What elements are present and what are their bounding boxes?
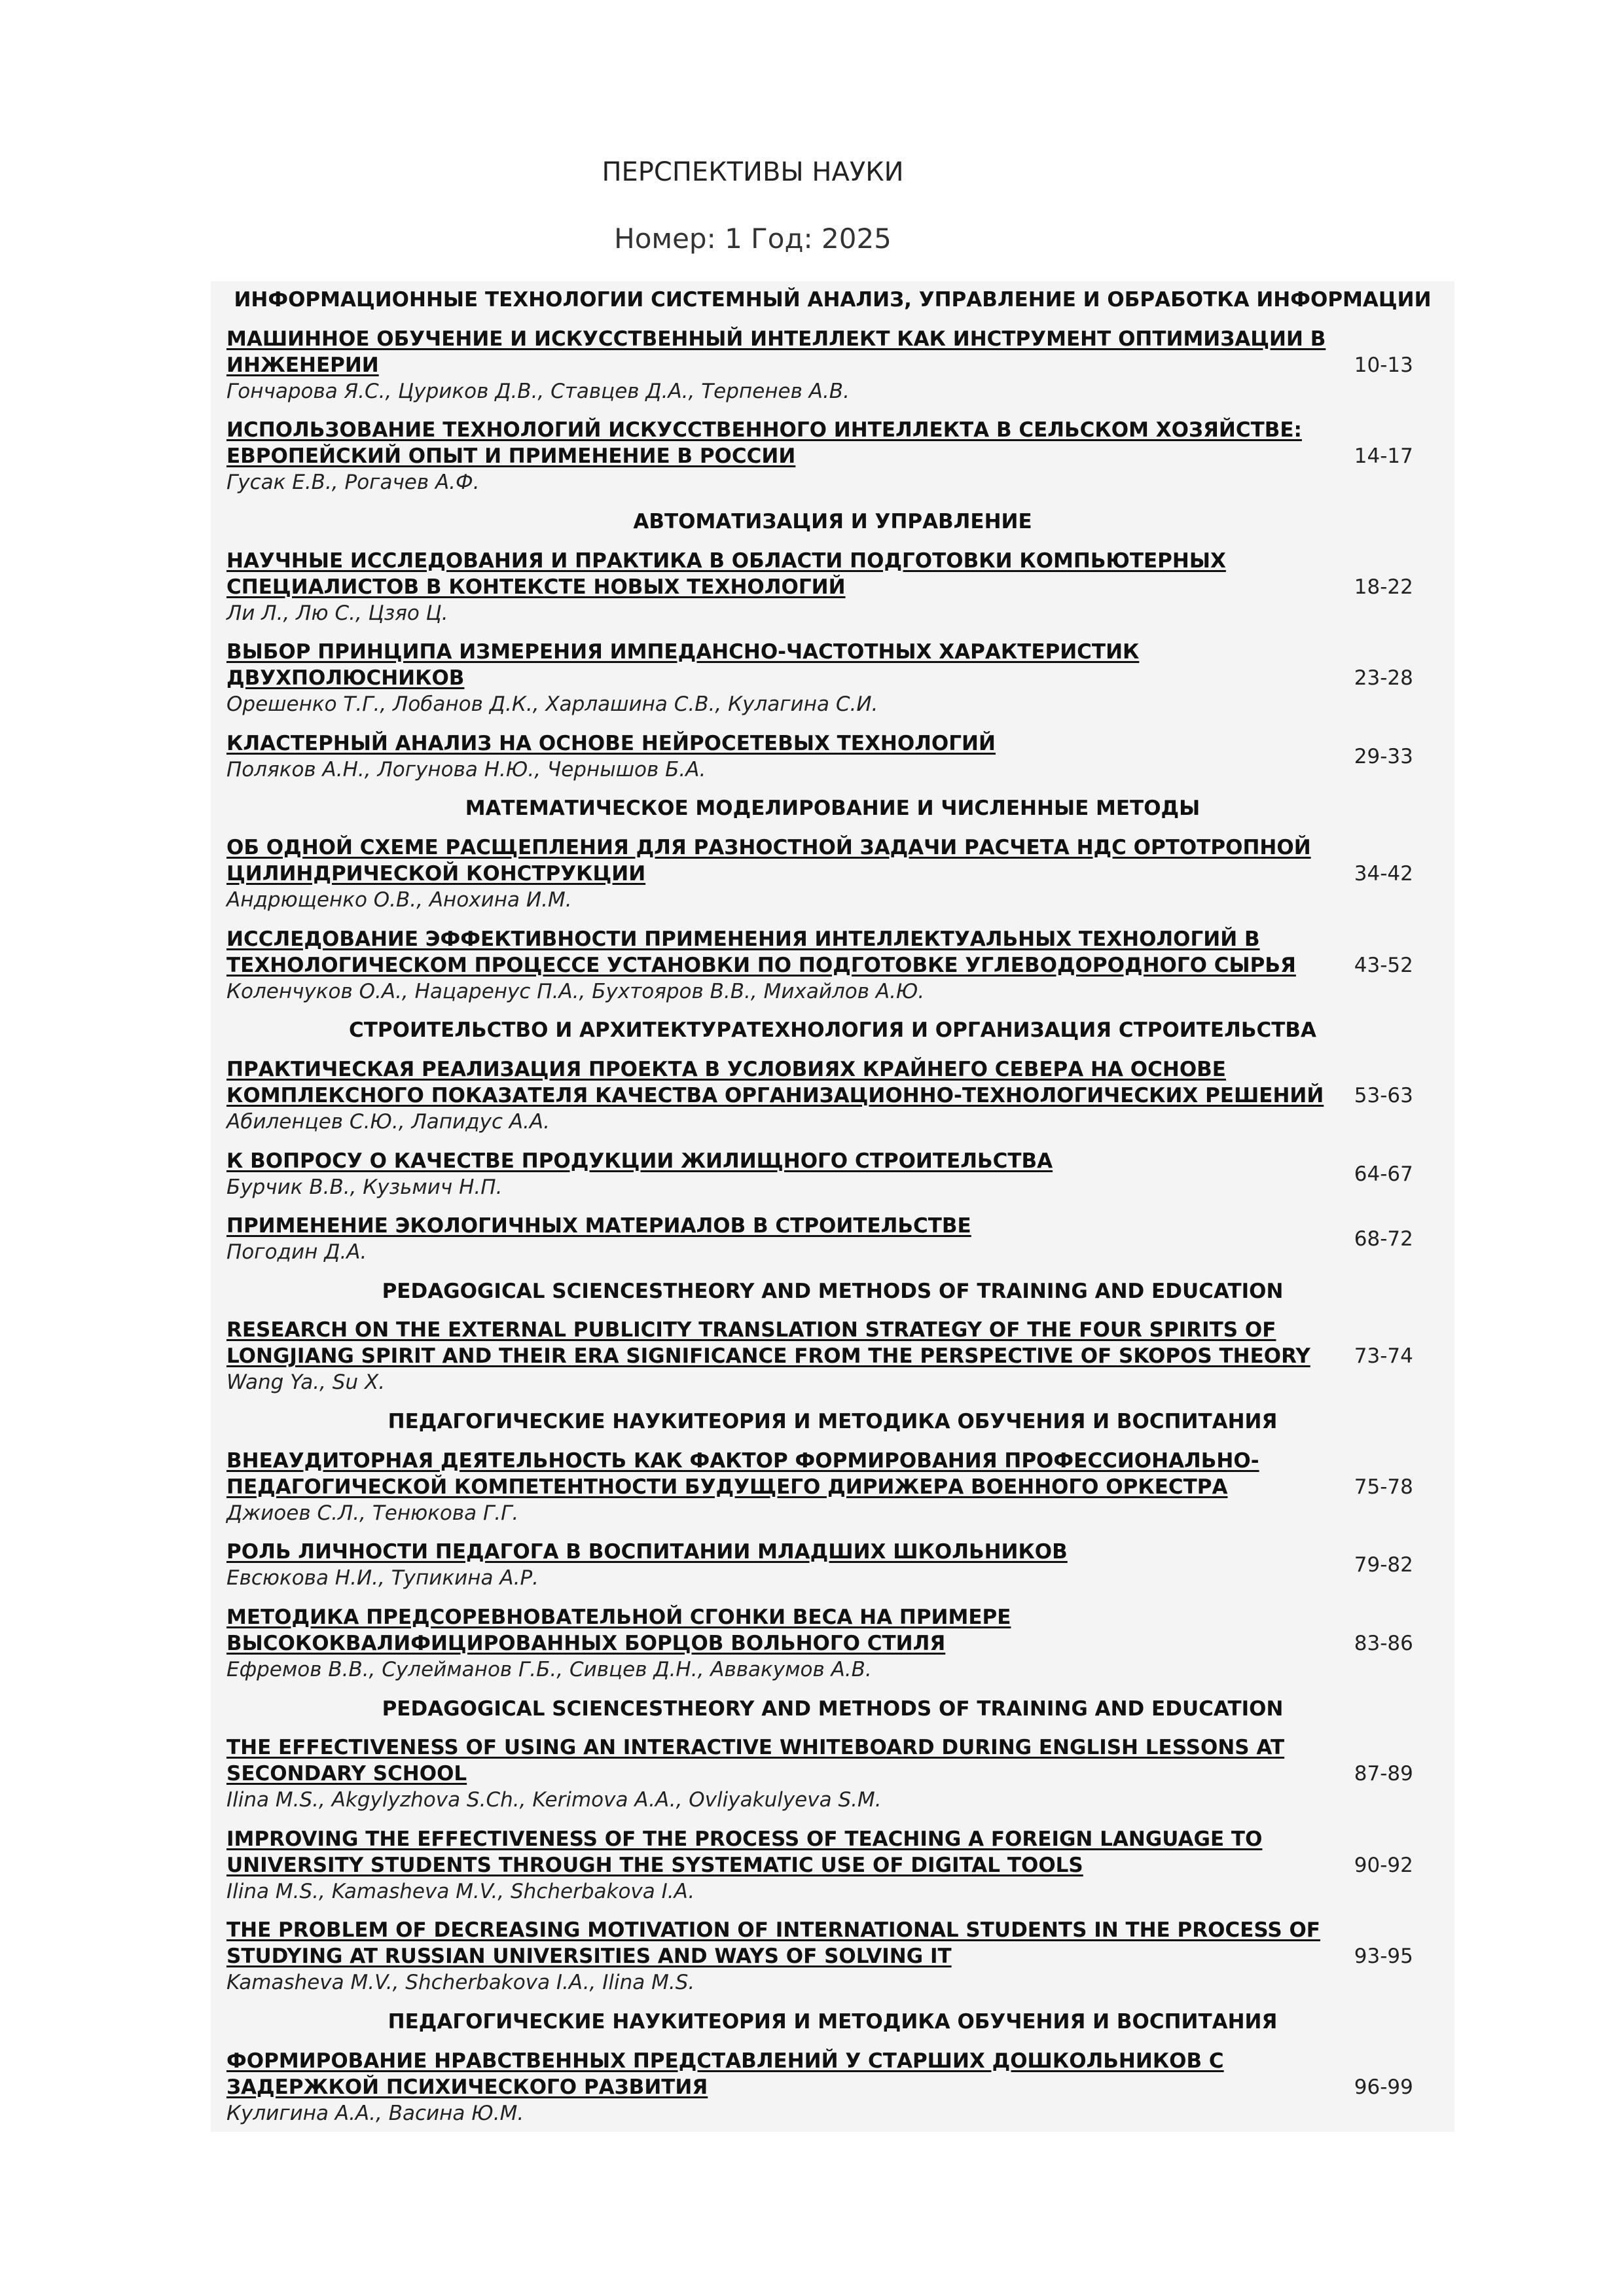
article-entry (211, 926, 1454, 1005)
section-heading: PEDAGOGICAL SCIENCESTHEORY AND METHODS OF TRAINING AND EDUCATION (382, 1696, 1284, 1721)
article-authors: Поляков А.Н., Логунова Н.Ю., Чернышов Б.А. (226, 757, 706, 781)
article-title-link[interactable]: К ВОПРОСУ О КАЧЕСТВЕ ПРОДУКЦИИ ЖИЛИЩНОГО СТРОИТЕЛЬСТВА (226, 1149, 1053, 1173)
article-title-link[interactable]: ФОРМИРОВАНИЕ НРАВСТВЕННЫХ ПРЕДСТАВЛЕНИЙ У СТАРШИХ ДОШКОЛЬНИКОВ С ЗАДЕРЖКОЙ ПСИХИЧЕСКОГО РАЗВИТИЯ (226, 2049, 1224, 2099)
article-body (226, 1317, 1329, 1395)
article-title-link[interactable]: ПРАКТИЧЕСКАЯ РЕАЛИЗАЦИЯ ПРОЕКТА В УСЛОВИЯХ КРАЙНЕГО СЕВЕРА НА ОСНОВЕ КОМПЛЕКСНОГО ПОКАЗАТЕЛЯ КАЧЕСТВА ОРГАНИЗАЦИОННО-ТЕХНОЛОГИЧЕСКИХ РЕШЕНИЙ (226, 1057, 1324, 1107)
article-authors: Погодин Д.А. (226, 1240, 367, 1265)
article-authors: Ефремов В.В., Сулейманов Г.Б., Сивцев Д.Н., Аввакумов А.В. (226, 1657, 872, 1681)
section-heading: ИНФОРМАЦИОННЫЕ ТЕХНОЛОГИИ СИСТЕМНЫЙ АНАЛИЗ, УПРАВЛЕНИЕ И ОБРАБОТКА ИНФОРМАЦИИ (234, 288, 1432, 312)
article-authors: Гусак Е.В., Рогачев А.Ф. (226, 471, 480, 495)
article-entry (211, 1604, 1454, 1683)
article-authors: Евсюкова Н.И., Тупикина А.Р. (226, 1566, 539, 1590)
article-entry (211, 548, 1454, 626)
article-pages: 90-92 (1354, 1853, 1413, 1877)
article-pages: 34-42 (1354, 862, 1413, 886)
article-body (226, 548, 1329, 626)
article-entry (211, 1317, 1454, 1395)
article-entry (211, 834, 1454, 913)
article-entry (211, 1148, 1454, 1200)
article-pages: 53-63 (1354, 1083, 1413, 1107)
article-title-link[interactable]: МАШИННОЕ ОБУЧЕНИЕ И ИСКУССТВЕННЫЙ ИНТЕЛЛЕКТ КАК ИНСТРУМЕНТ ОПТИМИЗАЦИИ В ИНЖЕНЕРИИ (226, 327, 1326, 377)
issue-line: Номер: 1 Год: 2025 (614, 223, 892, 255)
article-title-link[interactable]: ВЫБОР ПРИНЦИПА ИЗМЕРЕНИЯ ИМПЕДАНСНО-ЧАСТОТНЫХ ХАРАКТЕРИСТИК ДВУХПОЛЮСНИКОВ (226, 640, 1140, 691)
article-body (226, 1056, 1329, 1135)
article-pages: 75-78 (1354, 1475, 1413, 1499)
article-title-link[interactable]: ИССЛЕДОВАНИЕ ЭФФЕКТИВНОСТИ ПРИМЕНЕНИЯ ИНТЕЛЛЕКТУАЛЬНЫХ ТЕХНОЛОГИЙ В ТЕХНОЛОГИЧЕСКОМ ПРОЦЕССЕ УСТАНОВКИ ПО ПОДГОТОВКЕ УГЛЕВОДОРОДНОГО СЫРЬЯ (226, 927, 1296, 977)
article-authors: Кулигина А.А., Васина Ю.М. (226, 2101, 524, 2125)
article-pages: 64-67 (1354, 1162, 1413, 1186)
article-pages: 18-22 (1354, 575, 1413, 599)
article-title-link[interactable]: ПРИМЕНЕНИЕ ЭКОЛОГИЧНЫХ МАТЕРИАЛОВ В СТРОИТЕЛЬСТВЕ (226, 1214, 971, 1238)
article-authors: Абиленцев С.Ю., Лапидус А.А. (226, 1109, 550, 1134)
article-body (226, 1604, 1329, 1683)
section-heading: АВТОМАТИЗАЦИЯ И УПРАВЛЕНИЕ (633, 509, 1032, 533)
article-title-link[interactable]: ВНЕАУДИТОРНАЯ ДЕЯТЕЛЬНОСТЬ КАК ФАКТОР ФОРМИРОВАНИЯ ПРОФЕССИОНАЛЬНО-ПЕДАГОГИЧЕСКОЙ КОМПЕТЕНТНОСТИ БУДУЩЕГО ДИРИЖЕРА ВОЕННОГО ОРКЕСТРА (226, 1448, 1259, 1499)
article-authors: Wang Ya., Su X. (226, 1371, 386, 1395)
article-body (226, 326, 1329, 404)
article-entry (211, 1448, 1454, 1526)
section-heading: СТРОИТЕЛЬСТВО И АРХИТЕКТУРАТЕХНОЛОГИЯ И ОРГАНИЗАЦИЯ СТРОИТЕЛЬСТВА (349, 1018, 1316, 1043)
article-body (226, 834, 1329, 913)
article-body (226, 1148, 1329, 1200)
article-pages: 93-95 (1354, 1945, 1413, 1969)
article-body (226, 730, 1329, 783)
article-title-link[interactable]: THE PROBLEM OF DECREASING MOTIVATION OF INTERNATIONAL STUDENTS IN THE PROCESS OF STUDYING AT RUSSIAN UNIVERSITIES AND WAYS OF SOLVING IT (226, 1918, 1320, 1969)
article-authors: Коленчуков О.А., Нацаренус П.А., Бухтояров В.В., Михайлов А.Ю. (226, 979, 925, 1003)
article-title-link[interactable]: ИСПОЛЬЗОВАНИЕ ТЕХНОЛОГИЙ ИСКУССТВЕННОГО ИНТЕЛЛЕКТА В СЕЛЬСКОМ ХОЗЯЙСТВЕ: ЕВРОПЕЙСКИЙ ОПЫТ И ПРИМЕНЕНИЕ В РОССИИ (226, 418, 1302, 469)
section-heading: ПЕДАГОГИЧЕСКИЕ НАУКИТЕОРИЯ И МЕТОДИКА ОБУЧЕНИЯ И ВОСПИТАНИЯ (388, 2010, 1278, 2034)
article-title-link[interactable]: RESEARCH ON THE EXTERNAL PUBLICITY TRANSLATION STRATEGY OF THE FOUR SPIRITS OF LONGJIANG SPIRIT AND THEIR ERA SIGNIFICANCE FROM THE PERSPECTIVE OF SKOPOS THEORY (226, 1318, 1310, 1369)
article-entry (211, 1539, 1454, 1591)
article-entry (211, 1826, 1454, 1905)
article-title-link[interactable]: КЛАСТЕРНЫЙ АНАЛИЗ НА ОСНОВЕ НЕЙРОСЕТЕВЫХ ТЕХНОЛОГИЙ (226, 731, 996, 755)
article-authors: Ли Л., Лю С., Цзяо Ц. (226, 601, 448, 625)
article-authors: Kamasheva M.V., Shcherbakova I.A., Ilina M.S. (226, 1971, 695, 1995)
article-body (226, 1448, 1329, 1526)
article-body (226, 1917, 1329, 1996)
article-body (226, 1826, 1329, 1905)
article-pages: 23-28 (1354, 666, 1413, 691)
article-body (226, 1213, 1329, 1265)
article-body (226, 2048, 1329, 2126)
article-pages: 68-72 (1354, 1227, 1413, 1251)
article-authors: Гончарова Я.С., Цуриков Д.В., Ставцев Д.А., Терпенев А.В. (226, 379, 850, 403)
article-title-link[interactable]: ОБ ОДНОЙ СХЕМЕ РАСЩЕПЛЕНИЯ ДЛЯ РАЗНОСТНОЙ ЗАДАЧИ РАСЧЕТА НДС ОРТОТРОПНОЙ ЦИЛИНДРИЧЕСКОЙ КОНСТРУКЦИИ (226, 836, 1311, 886)
article-body (226, 1734, 1329, 1813)
journal-title: ПЕРСПЕКТИВЫ НАУКИ (602, 157, 904, 187)
article-pages: 29-33 (1354, 744, 1413, 768)
article-entry (211, 417, 1454, 495)
article-entry (211, 326, 1454, 404)
article-pages: 10-13 (1354, 353, 1413, 377)
article-body (226, 639, 1329, 717)
article-title-link[interactable]: THE EFFECTIVENESS OF USING AN INTERACTIVE WHITEBOARD DURING ENGLISH LESSONS AT SECONDARY SCHOOL (226, 1736, 1285, 1786)
article-entry (211, 1056, 1454, 1135)
article-title-link[interactable]: НАУЧНЫЕ ИССЛЕДОВАНИЯ И ПРАКТИКА В ОБЛАСТИ ПОДГОТОВКИ КОМПЬЮТЕРНЫХ СПЕЦИАЛИСТОВ В КОНТЕКСТЕ НОВЫХ ТЕХНОЛОГИЙ (226, 548, 1226, 599)
article-authors: Ilina M.S., Akgylyzhova S.Ch., Kerimova A.A., Ovliyakulyeva S.M. (226, 1788, 882, 1812)
article-entry (211, 1734, 1454, 1813)
article-title-link[interactable]: IMPROVING THE EFFECTIVENESS OF THE PROCESS OF TEACHING A FOREIGN LANGUAGE TO UNIVERSITY STUDENTS THROUGH THE SYSTEMATIC USE OF DIGITAL TOOLS (226, 1827, 1263, 1877)
section-heading: ПЕДАГОГИЧЕСКИЕ НАУКИТЕОРИЯ И МЕТОДИКА ОБУЧЕНИЯ И ВОСПИТАНИЯ (388, 1410, 1278, 1433)
article-authors: Ilina M.S., Kamasheva M.V., Shcherbakova I.A. (226, 1879, 695, 1903)
article-authors: Джиоев С.Л., Тенюкова Г.Г. (226, 1501, 519, 1525)
article-pages: 96-99 (1354, 2075, 1413, 2099)
article-pages: 73-74 (1354, 1344, 1413, 1369)
article-body (226, 926, 1329, 1005)
article-body (226, 417, 1329, 495)
article-pages: 79-82 (1354, 1553, 1413, 1577)
article-entry (211, 2048, 1454, 2126)
section-heading: PEDAGOGICAL SCIENCESTHEORY AND METHODS OF TRAINING AND EDUCATION (382, 1279, 1284, 1303)
article-pages: 83-86 (1354, 1631, 1413, 1655)
article-entry (211, 1213, 1454, 1265)
section-heading: МАТЕМАТИЧЕСКОЕ МОДЕЛИРОВАНИЕ И ЧИСЛЕННЫЕ МЕТОДЫ (465, 797, 1200, 821)
table-of-contents (211, 281, 1454, 2132)
article-pages: 87-89 (1354, 1762, 1413, 1786)
article-authors: Андрющенко О.В., Анохина И.М. (226, 888, 572, 912)
article-title-link[interactable]: МЕТОДИКА ПРЕДСОРЕВНОВАТЕЛЬНОЙ СГОНКИ ВЕСА НА ПРИМЕРЕ ВЫСОКОКВАЛИФИЦИРОВАННЫХ БОРЦОВ ВОЛЬНОГО СТИЛЯ (226, 1605, 1011, 1655)
article-authors: Орешенко Т.Г., Лобанов Д.К., Харлашина С.В., Кулагина С.И. (226, 692, 878, 717)
article-authors: Бурчик В.В., Кузьмич Н.П. (226, 1175, 503, 1199)
article-entry (211, 1917, 1454, 1996)
article-entry (211, 639, 1454, 717)
article-pages: 43-52 (1354, 953, 1413, 977)
article-title-link[interactable]: РОЛЬ ЛИЧНОСТИ ПЕДАГОГА В ВОСПИТАНИИ МЛАДШИХ ШКОЛЬНИКОВ (226, 1540, 1068, 1564)
article-pages: 14-17 (1354, 444, 1413, 469)
article-body (226, 1539, 1329, 1591)
article-entry (211, 730, 1454, 783)
